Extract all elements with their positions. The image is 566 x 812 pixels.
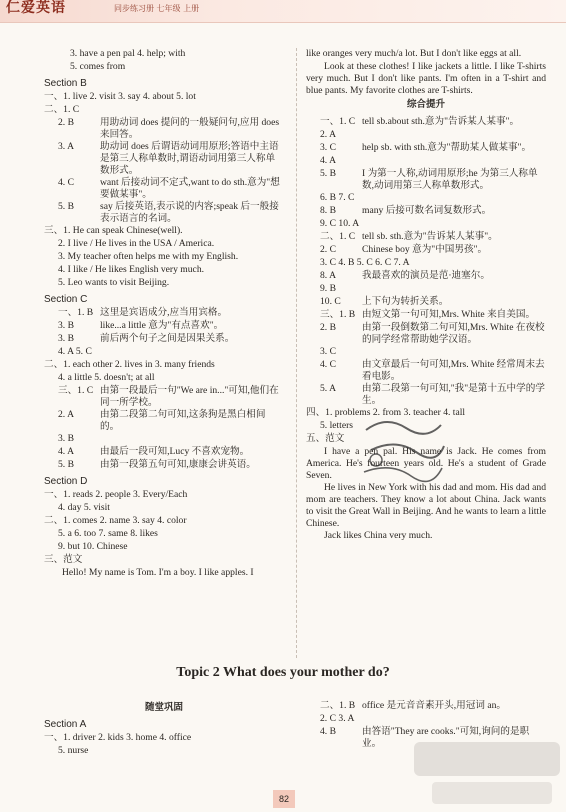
watermark-stamp xyxy=(356,410,446,490)
answer-explanation: 由短文第一句可知,Mrs. White 来自美国。 xyxy=(362,308,536,320)
answer-explanation: 由第二段第一句可知,"我"是第十五中学的学生。 xyxy=(362,382,545,406)
answer-key: 2. A xyxy=(58,408,74,420)
answer-line xyxy=(306,700,546,713)
left-column xyxy=(44,48,284,580)
answer-line: 五、范文 xyxy=(306,432,345,444)
answer-line xyxy=(44,141,284,177)
answer-line: 一、1. driver 2. kids 3. home 4. office xyxy=(44,732,192,743)
answer-line: 四、1. problems 2. from 3. teacher 4. tall xyxy=(306,406,466,418)
answer-explanation: 上下句为转折关系。 xyxy=(362,295,449,307)
answer-explanation: 由第一段最后一句"We are in..."可知,他们在同一所学校。 xyxy=(100,384,279,408)
answer-line: 4. A xyxy=(320,154,336,166)
answer-line: 4. a little 5. doesn't; at all xyxy=(58,371,155,383)
section-heading: Section B xyxy=(44,78,87,89)
answer-explanation: I 为第一人称,动词用原形;he 为第三人称单数,动词用第三人称单数形式。 xyxy=(362,167,538,191)
answer-line xyxy=(306,322,546,346)
answer-explanation: like...a little 意为"有点喜欢"。 xyxy=(100,319,224,331)
answer-key: 2. B xyxy=(58,117,74,128)
answer-line: 5. nurse xyxy=(58,745,89,756)
topic-heading: Topic 2 What does your mother do? xyxy=(176,665,390,680)
essay-paragraph: I have a pen pal. His name is Jack. He comes from America. He's fourteen years old. He's a student of Grade Seven. xyxy=(306,445,546,481)
answer-line: 9. but 10. Chinese xyxy=(58,540,128,552)
answer-key: 4. C xyxy=(320,358,336,370)
answer-explanation: want 后接动词不定式,want to do sth.意为"想要做某事"。 xyxy=(100,176,280,200)
answer-key: 4. C xyxy=(58,176,74,188)
answer-line: 5. comes from xyxy=(70,61,126,72)
answer-line xyxy=(306,270,546,283)
answer-key: 二、1. C xyxy=(320,230,356,242)
answer-explanation: say 后接英语,表示说的内容;speak 后一般接表示语言的名词。 xyxy=(100,200,279,224)
answer-key: 3. B xyxy=(58,319,74,331)
answer-line xyxy=(306,116,546,129)
answer-explanation: 由第二段第二句可知,这条狗是黑白相间的。 xyxy=(100,408,266,432)
book-logo: 仁爱英语 xyxy=(6,0,66,16)
answer-line: 三、1. He can speak Chinese(well). xyxy=(44,224,183,236)
answer-line: 一、1. live 2. visit 3. say 4. about 5. lot xyxy=(44,91,196,102)
answer-line xyxy=(306,309,546,322)
answer-line: 4. I like / He likes English very much. xyxy=(58,263,205,275)
answer-explanation: 由第一段倒数第二句可知,Mrs. White 在夜校的同学经常帮助她学汉语。 xyxy=(362,321,545,345)
answer-explanation: 这里是宾语成分,应当用宾格。 xyxy=(100,306,228,318)
answer-line: 3. My teacher often helps me with my English. xyxy=(58,250,239,262)
answer-line xyxy=(306,205,546,218)
watermark-corner xyxy=(412,738,562,808)
section-heading: Section A xyxy=(44,719,87,730)
answer-line xyxy=(44,409,284,433)
book-subtitle: 同步练习册 七年级 上册 xyxy=(114,4,200,13)
answer-key: 一、1. B xyxy=(58,306,94,318)
essay-paragraph: Hello! My name is Tom. I'm a boy. I like apples. I xyxy=(62,566,254,578)
sub-heading: 综合提升 xyxy=(406,98,445,110)
answer-line: 2. I live / He lives in the USA / America. xyxy=(58,237,215,249)
answer-line: 5. letters xyxy=(320,419,354,431)
answer-key: 4. B xyxy=(320,726,336,737)
answer-key: 3. C xyxy=(320,141,336,153)
answer-key: 8. A xyxy=(320,269,336,281)
section-heading: Section D xyxy=(44,475,88,487)
answer-line: 6. B 7. C xyxy=(320,191,355,203)
answer-explanation: tell sb. sth.意为"告诉某人某事"。 xyxy=(362,230,498,242)
answer-explanation: office 是元音音素开头,用冠词 an。 xyxy=(362,700,506,711)
answer-key: 3. B xyxy=(58,332,74,344)
answer-line xyxy=(44,307,284,320)
answer-line: 二、1. comes 2. name 3. say 4. color xyxy=(44,514,187,526)
column-divider xyxy=(296,48,297,658)
answer-explanation: 前后两个句子之间是因果关系。 xyxy=(100,332,235,344)
answer-explanation: tell sb.about sth.意为"告诉某人某事"。 xyxy=(362,115,520,127)
section-heading: Section C xyxy=(44,293,88,305)
answer-line: 9. C 10. A xyxy=(320,217,360,229)
answer-key: 3. A xyxy=(58,140,74,152)
answer-line xyxy=(44,459,284,472)
answer-explanation: 我最喜欢的演员是范·迪塞尔。 xyxy=(362,269,490,281)
essay-paragraph: Jack likes China very much. xyxy=(324,529,433,541)
answer-key: 2. B xyxy=(320,321,336,333)
answer-key: 二、1. B xyxy=(320,700,356,711)
answer-explanation: 由答语"They are cooks."可知,询问的是职业。 xyxy=(362,726,530,749)
answer-key: 三、1. C xyxy=(58,384,94,396)
answer-key: 三、1. B xyxy=(320,308,356,320)
answer-explanation: 助动词 does 后谓语动词用原形;答语中主语是第三人称单数时,谓语动词用第三人称单数形式。 xyxy=(100,140,279,176)
answer-explanation: many 后接可数名词复数形式。 xyxy=(362,204,492,216)
answer-line xyxy=(306,296,546,309)
answer-key: 5. A xyxy=(320,382,336,394)
page-number: 82 xyxy=(273,790,295,808)
essay-paragraph: Look at these clothes! I like jackets a little. I like T-shirts very much. But I don't like pants. I'm often in a T-shirt and blue pants. My favorite clothes are T-shirts. xyxy=(306,61,546,96)
answer-line: 4. A 5. C xyxy=(58,345,92,357)
answer-line: 三、范文 xyxy=(44,553,83,565)
answer-line: 5. Leo wants to visit Beijing. xyxy=(58,276,170,288)
answer-line xyxy=(44,446,284,459)
page-header xyxy=(0,0,566,23)
answer-key: 5. B xyxy=(58,458,74,470)
answer-line xyxy=(306,142,546,155)
essay-paragraph: He lives in New York with his dad and mom. His dad and mom are teachers. They know a lot about China. Jack wants to visit the Great Wall in Beijing. And he wants to learn a little Chinese. xyxy=(306,481,546,529)
answer-key: 一、1. C xyxy=(320,115,356,127)
answer-line: 3. C 4. B 5. C 6. C 7. A xyxy=(320,256,410,268)
answer-line: 二、1. C xyxy=(44,104,80,115)
answer-line: 9. B xyxy=(320,282,336,294)
answer-explanation: 用助动词 does 提问的一般疑问句,应用 does 来回答。 xyxy=(100,117,280,140)
answer-line: 二、1. each other 2. lives in 3. many friends xyxy=(44,358,215,370)
answer-key: 10. C xyxy=(320,295,341,307)
answer-line xyxy=(44,320,284,333)
answer-line xyxy=(44,333,284,346)
answer-line: like oranges very much/a lot. But I don't like eggs at all. xyxy=(306,48,522,59)
answer-line: 3. B xyxy=(58,432,74,444)
answer-explanation: Chinese boy 意为"中国男孩"。 xyxy=(362,243,488,255)
answer-line: 4. day 5. visit xyxy=(58,501,110,513)
answer-explanation: 由文章最后一句可知,Mrs. White 经常周末去看电影。 xyxy=(362,358,545,382)
answer-line: 5. a 6. too 7. same 8. likes xyxy=(58,527,158,539)
answer-line: 2. A xyxy=(320,128,336,140)
answer-line xyxy=(306,359,546,383)
answer-line xyxy=(306,383,546,407)
sub-heading: 随堂巩固 xyxy=(144,702,183,713)
answer-line: 一、1. reads 2. people 3. Every/Each xyxy=(44,488,188,500)
answer-line xyxy=(306,244,546,257)
answer-line xyxy=(44,201,284,225)
answer-line: 2. C 3. A xyxy=(320,713,355,724)
answer-explanation: 由第一段第五句可知,康康会讲英语。 xyxy=(100,458,256,470)
answer-line xyxy=(306,231,546,244)
answer-key: 2. C xyxy=(320,243,336,255)
answer-key: 8. B xyxy=(320,204,336,216)
answer-line: 3. C xyxy=(320,345,336,357)
answer-line xyxy=(44,385,284,409)
answer-line xyxy=(44,177,284,201)
answer-line xyxy=(44,117,284,141)
answer-explanation: 由最后一段可知,Lucy 不喜欢宠物。 xyxy=(100,445,250,457)
answer-line xyxy=(306,168,546,192)
answer-line: 3. have a pen pal 4. help; with xyxy=(70,48,186,59)
answer-explanation: help sb. with sth.意为"帮助某人做某事"。 xyxy=(362,141,532,153)
answer-key: 5. B xyxy=(320,167,336,179)
answer-key: 4. A xyxy=(58,445,74,457)
bottom-left-column xyxy=(44,700,284,758)
answer-key: 5. B xyxy=(58,200,74,212)
